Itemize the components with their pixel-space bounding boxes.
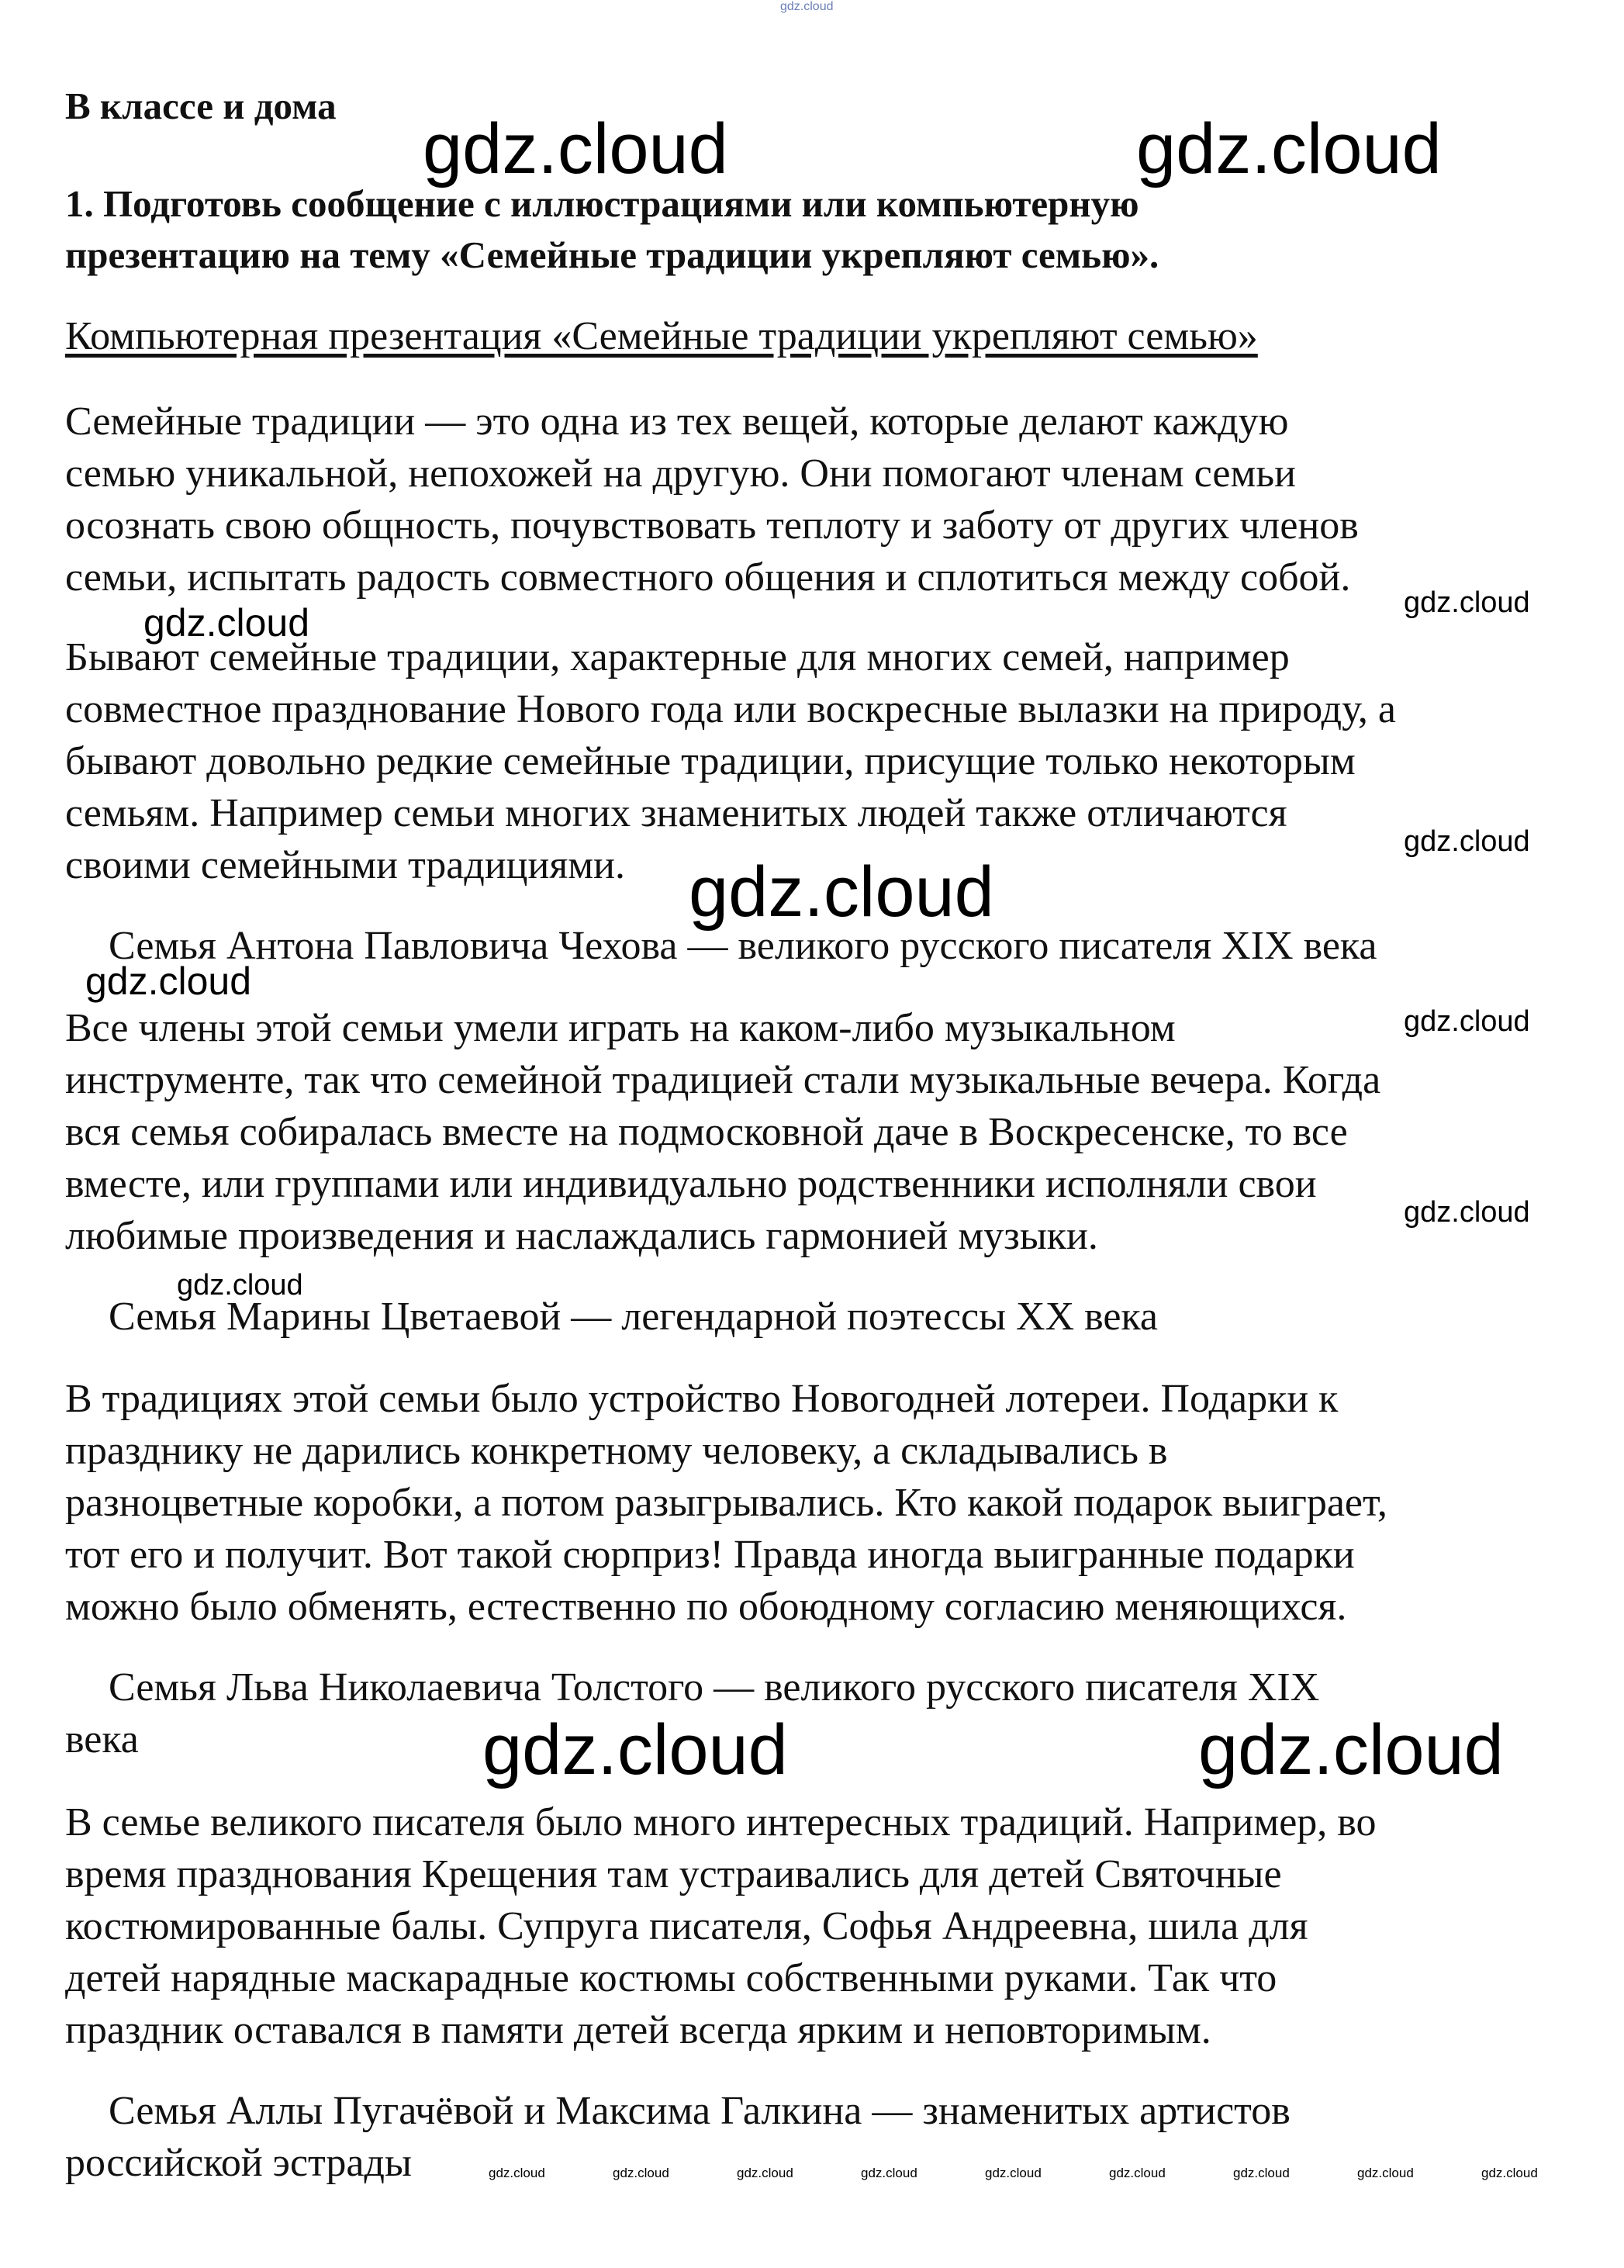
paragraph-tsvetaeva (65, 1373, 1585, 1633)
watermark: gdz.cloud (1404, 1196, 1530, 1229)
text-line: можно было обменять, естественно по обоюдному согласию меняющихся. (65, 1585, 1347, 1629)
watermark: gdz.cloud (177, 1269, 303, 1302)
text-line: В семье великого писателя было много интересных традиций. Например, во (65, 1800, 1377, 1844)
watermark-footer: gdz.cloud (613, 2166, 669, 2180)
watermark-footer: gdz.cloud (1481, 2166, 1538, 2180)
text-line: вся семья собиралась вместе на подмосковной даче в Воскресенске, то все (65, 1110, 1348, 1154)
text-line: бывают довольно редкие семейные традиции, присущие только некоторым (65, 739, 1356, 783)
text-line: разноцветные коробки, а потом разыгрывались. Кто какой подарок выиграет, (65, 1481, 1387, 1525)
text-line: Все члены этой семьи умели играть на каком-либо музыкальном (65, 1006, 1176, 1050)
text-line: осознать свою общность, почувствовать теплоту и заботу от других членов (65, 503, 1359, 548)
text-line: вместе, или группами или индивидуально родственники исполняли свои (65, 1162, 1317, 1206)
text-line: детей нарядные маскарадные костюмы собственными руками. Так что (65, 1956, 1277, 2000)
text-line: семьи, испытать радость совместного общения и сплотиться между собой. (65, 555, 1351, 600)
text-line: любимые произведения и наслаждались гармонией музыки. (65, 1214, 1098, 1258)
watermark-top: gdz.cloud (780, 0, 834, 13)
heading-tsvetaeva: Семья Марины Цветаевой — легендарной поэтессы XX века (109, 1295, 1159, 1339)
heading-line: Семья Льва Николаевича Толстого — великого русского писателя XIX (109, 1665, 1320, 1710)
task-line: 1. Подготовь сообщение с иллюстрациями или компьютерную (65, 182, 1139, 225)
text-line: инструменте, так что семейной традицией стали музыкальные вечера. Когда (65, 1058, 1381, 1102)
text-line: Семейные традиции — это одна из тех вещей, которые делают каждую (65, 399, 1289, 444)
watermark: gdz.cloud (1136, 109, 1442, 188)
heading-pugacheva-continued: российской эстрады (65, 2141, 412, 2185)
heading-tolstoy-continued: века (65, 1717, 139, 1762)
text-line: празднику не дарились конкретному человеку, а складывались в (65, 1429, 1168, 1473)
watermark: gdz.cloud (689, 852, 994, 932)
watermark: gdz.cloud (1198, 1710, 1504, 1789)
paragraph-intro (65, 396, 1585, 603)
watermark: gdz.cloud (482, 1710, 788, 1789)
watermark-footer: gdz.cloud (489, 2166, 545, 2180)
watermark: gdz.cloud (1404, 586, 1530, 619)
watermark-footer: gdz.cloud (1109, 2166, 1166, 2180)
watermark-footer: gdz.cloud (737, 2166, 793, 2180)
watermark-footer: gdz.cloud (1233, 2166, 1290, 2180)
task-text (65, 178, 1539, 281)
text-line: совместное празднование Нового года или воскресные вылазки на природу, а (65, 687, 1396, 731)
watermark: gdz.cloud (143, 601, 310, 645)
text-line: В традициях этой семьи было устройство Новогодней лотереи. Подарки к (65, 1377, 1339, 1421)
heading-tolstoy (109, 1661, 1551, 1713)
text-line: Бывают семейные традиции, характерные для многих семей, например (65, 635, 1290, 679)
task-line: презентацию на тему «Семейные традиции укрепляют семью». (65, 233, 1159, 276)
text-line: время празднования Крещения там устраивались для детей Святочные (65, 1852, 1282, 1896)
watermark: gdz.cloud (1404, 1005, 1530, 1038)
paragraph-chekhov (65, 1002, 1585, 1262)
text-line: семьям. Например семьи многих знаменитых людей также отличаются (65, 791, 1287, 835)
text-line: тот его и получит. Вот такой сюрприз! Правда иногда выигранные подарки (65, 1533, 1355, 1577)
watermark: gdz.cloud (423, 109, 728, 188)
presentation-title: Компьютерная презентация «Семейные традиции укрепляют семью» (65, 314, 1258, 358)
watermark-footer: gdz.cloud (1357, 2166, 1414, 2180)
text-line: праздник оставался в памяти детей всегда ярким и неповторимым. (65, 2008, 1211, 2052)
watermark-footer: gdz.cloud (985, 2166, 1042, 2180)
section-title: В классе и дома (65, 85, 337, 127)
watermark: gdz.cloud (85, 959, 252, 1003)
heading-pugacheva: Семья Аллы Пугачёвой и Максима Галкина — знаменитых артистов (109, 2089, 1291, 2133)
text-line: своими семейными традициями. (65, 843, 625, 887)
paragraph-tolstoy (65, 1796, 1585, 2056)
watermark: gdz.cloud (1404, 825, 1530, 858)
watermark-footer: gdz.cloud (861, 2166, 917, 2180)
text-line: семью уникальной, непохожей на другую. Они помогают членам семьи (65, 451, 1296, 496)
text-line: костюмированные балы. Супруга писателя, Софья Андреевна, шила для (65, 1904, 1308, 1948)
paragraph-common (65, 631, 1585, 891)
heading-chekhov: Семья Антона Павловича Чехова — великого русского писателя XIX века (109, 924, 1377, 968)
